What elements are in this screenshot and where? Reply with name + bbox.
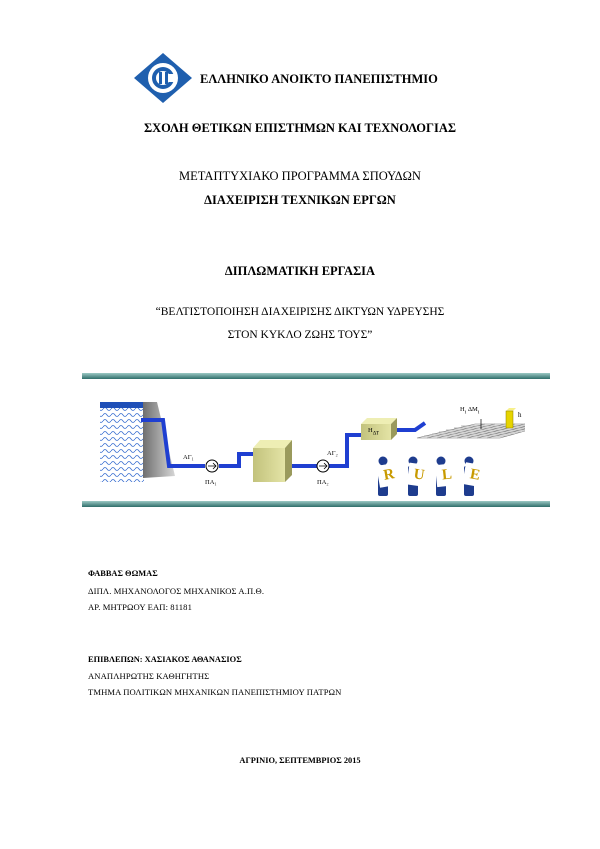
rule-letter-u: U	[407, 463, 432, 488]
label-h: h	[518, 411, 522, 419]
supervisor-department: ΤΜΗΜΑ ΠΟΛΙΤΙΚΩΝ ΜΗΧΑΝΙΚΩΝ ΠΑΝΕΠΙΣΤΗΜΙΟΥ ΠΑΤΡΩΝ	[88, 687, 342, 697]
reservoir-water	[100, 406, 144, 482]
label-hdt: $H_{\Delta T}$	[368, 427, 380, 437]
rule-letter-r: R	[376, 462, 401, 487]
university-logo	[133, 52, 193, 104]
label-pa1: ΠΑ₁	[205, 479, 217, 486]
author-name: ΦΑΒΒΑΣ ΘΩΜΑΣ	[88, 569, 158, 578]
thesis-type: ΔΙΠΛΩΜΑΤΙΚΗ ΕΡΓΑΣΙΑ	[224, 264, 376, 278]
water-network-diagram	[95, 382, 525, 500]
school-name: ΣΧΟΛΗ ΘΕΤΙΚΩΝ ΕΠΙΣΤΗΜΩΝ ΚΑΙ ΤΕΧΝΟΛΟΓΙΑΣ	[143, 121, 457, 135]
tank-1	[253, 448, 285, 482]
top-divider-band	[82, 373, 550, 379]
label-hi-dmi: $H_i$ $\Delta M_i$	[460, 406, 480, 416]
supervisor-position: ΑΝΑΠΛΗΡΩΤΗΣ ΚΑΘΗΓΗΤΗΣ	[88, 671, 210, 681]
building-icon	[506, 411, 513, 428]
label-ag2: ΑΓ₂	[327, 450, 338, 457]
bottom-divider-band	[82, 501, 550, 507]
label-ag1: ΑΓ₁	[183, 454, 194, 461]
label-pa2: ΠΑ₂	[317, 479, 329, 486]
program-title: ΜΕΤΑΠΤΥΧΙΑΚΟ ΠΡΟΓΡΑΜΜΑ ΣΠΟΥΔΩΝ	[179, 169, 421, 183]
thesis-title-line1: “ΒΕΛΤΙΣΤΟΠΟΙΗΣΗ ΔΙΑΧΕΙΡΙΣΗΣ ΔΙΚΤΥΩΝ ΥΔΡΕΥΣΗΣ	[155, 306, 445, 318]
supervisor-name: ΕΠΙΒΛΕΠΩΝ: ΧΑΣΙΑΚΟΣ ΑΘΑΝΑΣΙΟΣ	[88, 655, 242, 664]
thesis-title-line2: ΣΤΟΝ ΚΥΚΛΟ ΖΩΗΣ ΤΟΥΣ”	[227, 329, 373, 341]
rule-letter-l: L	[435, 463, 459, 487]
university-name: ΕΛΛΗΝΙΚΟ ΑΝΟΙΚΤΟ ΠΑΝΕΠΙΣΤΗΜΙΟ	[200, 72, 438, 86]
author-degree: ΔΙΠΛ. ΜΗΧΑΝΟΛΟΓΟΣ ΜΗΧΑΝΙΚΟΣ Α.Π.Θ.	[88, 586, 265, 596]
author-registry: ΑΡ. ΜΗΤΡΩΟΥ ΕΑΠ: 81181	[88, 602, 192, 612]
rule-letter-e: E	[462, 462, 487, 487]
place-and-date: ΑΓΡΙΝΙΟ, ΣΕΠΤΕΜΒΡΙΟΣ 2015	[239, 756, 361, 765]
program-name: ΔΙΑΧΕΙΡΙΣΗ ΤΕΧΝΙΚΩΝ ΕΡΓΩΝ	[204, 193, 396, 207]
